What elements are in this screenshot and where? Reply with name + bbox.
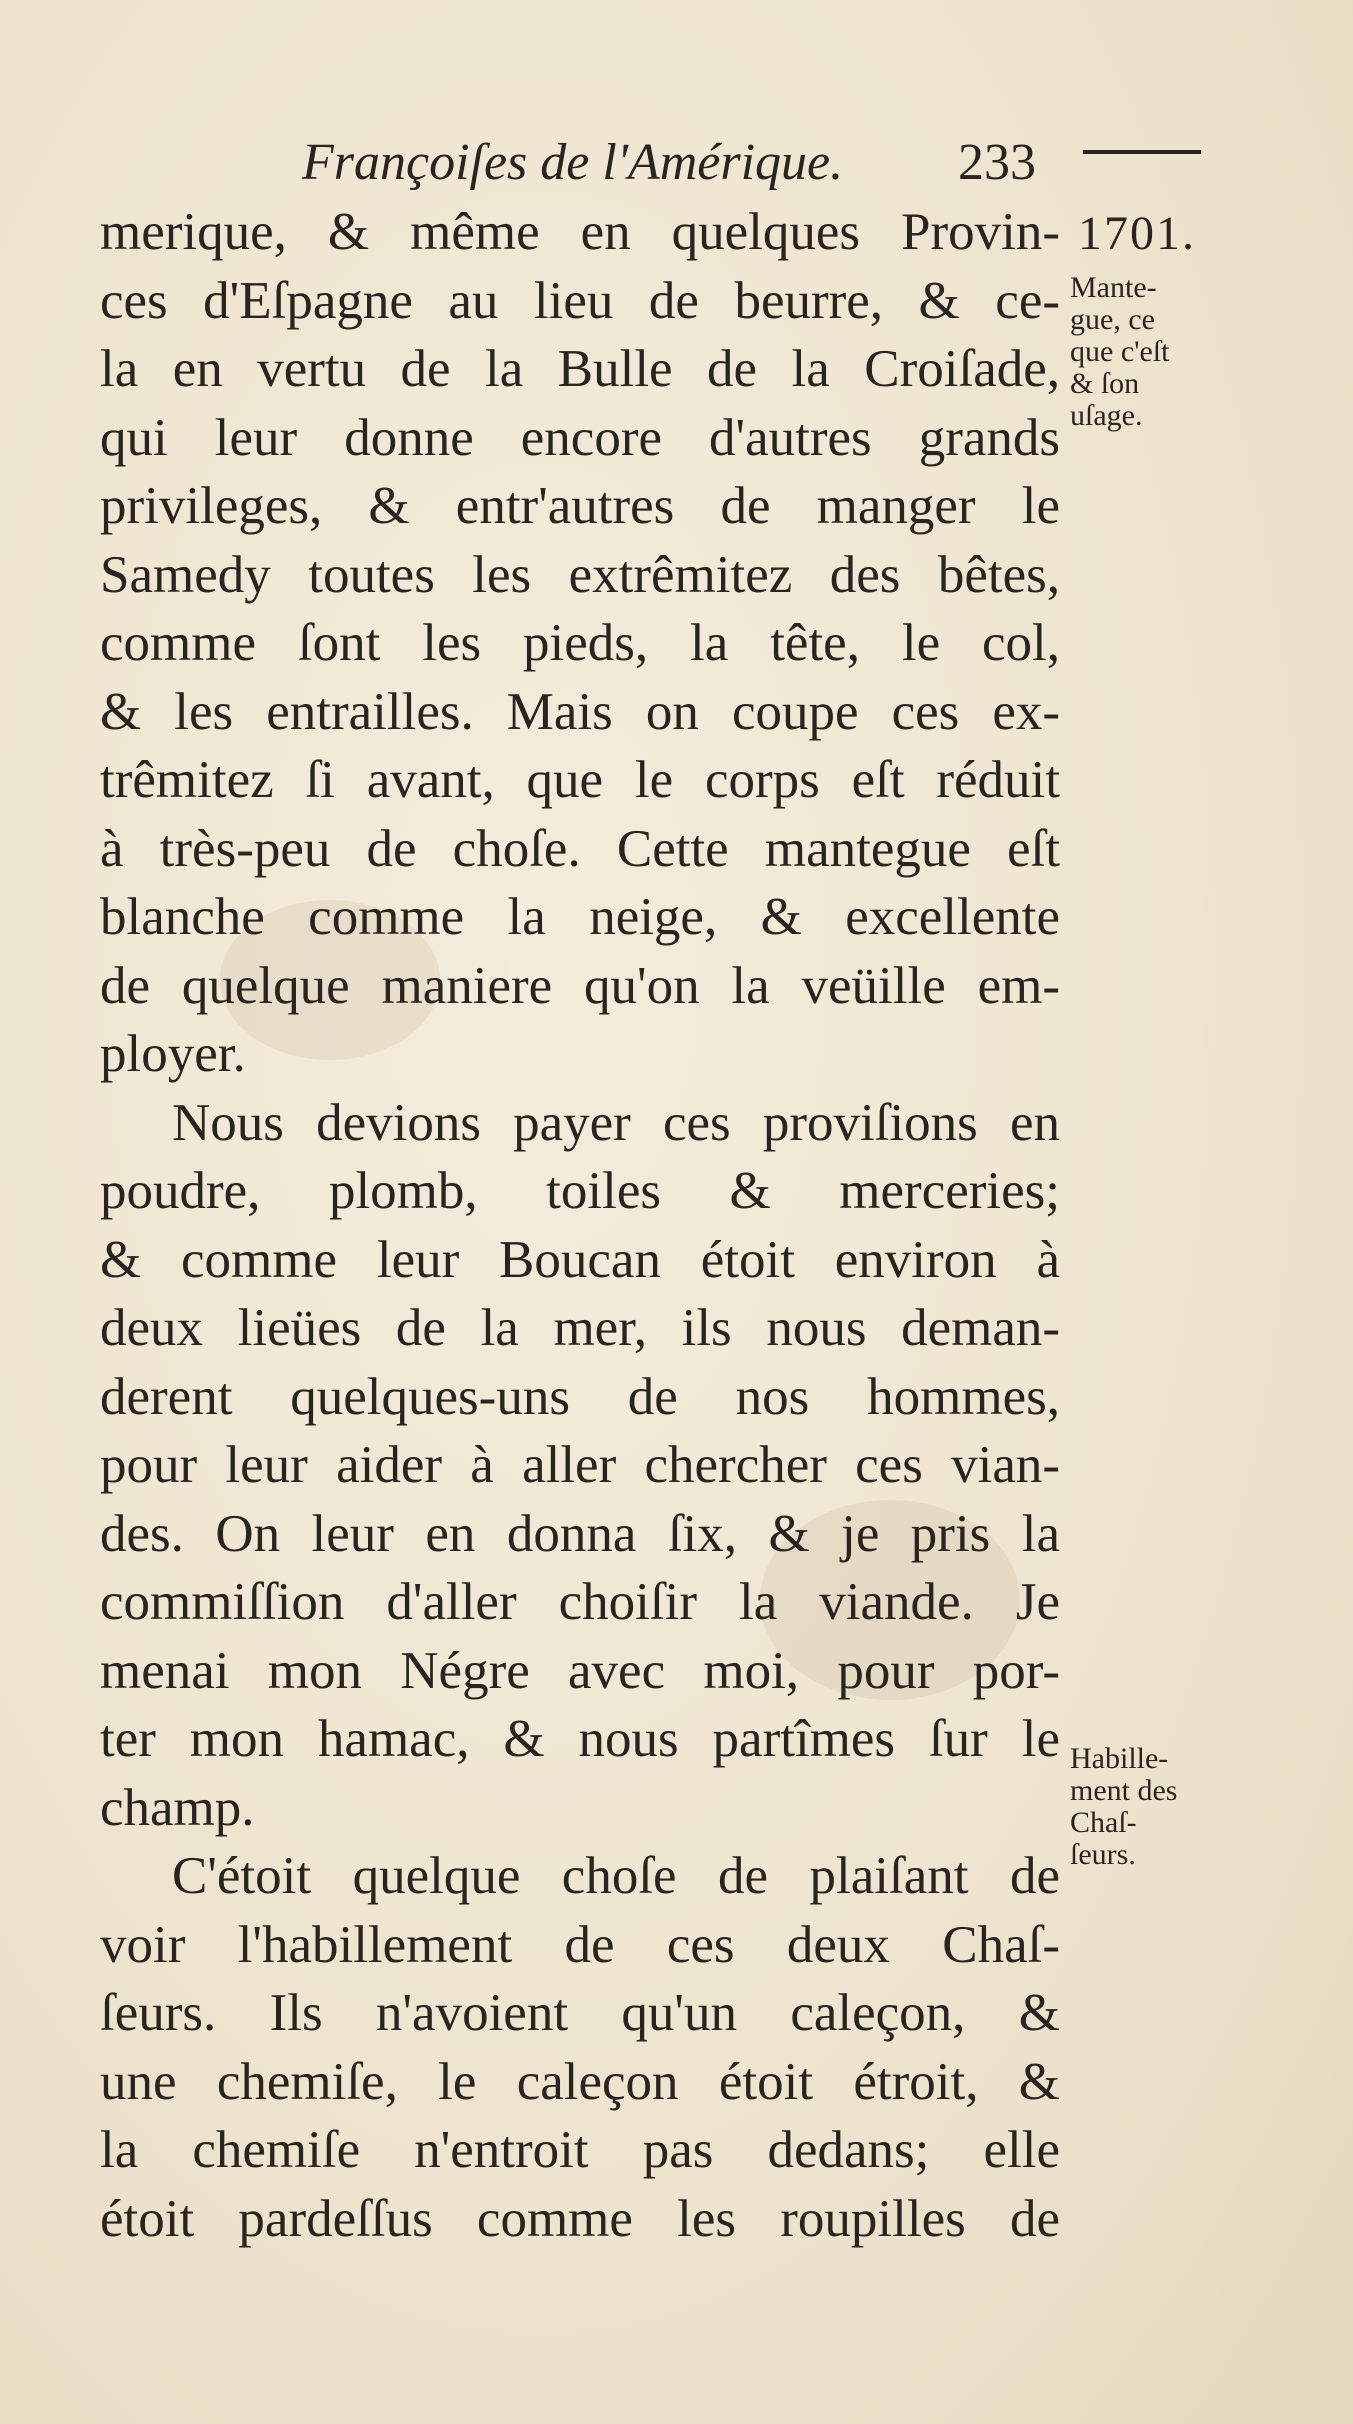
text-line: voir l'habillement de ces deux Chaſ- bbox=[100, 1915, 1060, 1974]
margin-note-line: ſeurs. bbox=[1070, 1838, 1136, 1871]
text-line: de quelque maniere qu'on la veüille em- bbox=[100, 956, 1060, 1015]
margin-note-habillement bbox=[1070, 1743, 1230, 1871]
text-line: ter mon hamac, & nous partîmes ſur le bbox=[100, 1710, 1060, 1768]
text-line: poudre, plomb, toiles & merceries; bbox=[100, 1162, 1060, 1220]
text-line: blanche comme la neige, & excellente bbox=[100, 888, 1060, 946]
text-line: à très-peu de choſe. Cette mantegue eſt bbox=[100, 819, 1060, 878]
margin-note-line: & ſon bbox=[1070, 367, 1140, 400]
text-line: privileges, & entr'autres de manger le bbox=[100, 477, 1060, 535]
margin-note-line: gue, ce bbox=[1070, 303, 1155, 336]
margin-note-line: Chaſ- bbox=[1070, 1806, 1137, 1839]
margin-note-line: Mante- bbox=[1070, 271, 1157, 304]
text-line: deux lieües de la mer, ils nous deman- bbox=[100, 1299, 1060, 1357]
text-line: menai mon Négre avec moi, pour por- bbox=[100, 1641, 1060, 1700]
text-line: Nous devions payer ces proviſions en bbox=[172, 1093, 1060, 1152]
text-line: Samedy toutes les extrêmitez des bêtes, bbox=[100, 545, 1060, 604]
text-line: pour leur aider à aller chercher ces vian- bbox=[100, 1436, 1060, 1494]
text-line: merique, & même en quelques Provin- bbox=[100, 203, 1060, 261]
running-header bbox=[0, 128, 1353, 198]
text-line: champ. bbox=[100, 1778, 255, 1837]
text-line: & comme leur Boucan étoit environ à bbox=[100, 1230, 1060, 1289]
margin-note-line: ment des bbox=[1070, 1774, 1178, 1807]
text-line: étoit pardeſſus comme les roupilles de bbox=[100, 2189, 1060, 2248]
margin-note-line: uſage. bbox=[1070, 399, 1143, 432]
text-line: ſeurs. Ils n'avoient qu'un caleçon, & bbox=[100, 1984, 1060, 2042]
margin-year: 1701. bbox=[1078, 207, 1196, 260]
running-title: Françoiſes de l'Amérique. bbox=[302, 134, 844, 191]
margin-note-mantegue bbox=[1070, 272, 1230, 432]
text-line: ces d'Eſpagne au lieu de beurre, & ce- bbox=[100, 271, 1060, 330]
text-line: la en vertu de la Bulle de la Croiſade, bbox=[100, 340, 1060, 398]
text-line: la chemiſe n'entroit pas dedans; elle bbox=[100, 2121, 1060, 2179]
body-text bbox=[100, 198, 1060, 2253]
margin-note-line: que c'eſt bbox=[1070, 335, 1170, 368]
text-line: une chemiſe, le caleçon étoit étroit, & bbox=[100, 2052, 1060, 2111]
text-line: trêmitez ſi avant, que le corps eſt réduit bbox=[100, 751, 1060, 809]
text-line: ployer. bbox=[100, 1025, 246, 1083]
header-rule bbox=[1083, 150, 1201, 154]
text-line: commiſſion d'aller choiſir la viande. Je bbox=[100, 1573, 1060, 1631]
page-number: 233 bbox=[958, 134, 1036, 191]
text-line: comme ſont les pieds, la tête, le col, bbox=[100, 614, 1060, 672]
margin-note-line: Habille- bbox=[1070, 1742, 1169, 1775]
text-line: derent quelques-uns de nos hommes, bbox=[100, 1367, 1060, 1426]
text-line: qui leur donne encore d'autres grands bbox=[100, 408, 1060, 467]
text-line: & les entrailles. Mais on coupe ces ex- bbox=[100, 682, 1060, 741]
text-line: des. On leur en donna ſix, & je pris la bbox=[100, 1504, 1060, 1563]
text-line: C'étoit quelque choſe de plaiſant de bbox=[172, 1847, 1060, 1905]
